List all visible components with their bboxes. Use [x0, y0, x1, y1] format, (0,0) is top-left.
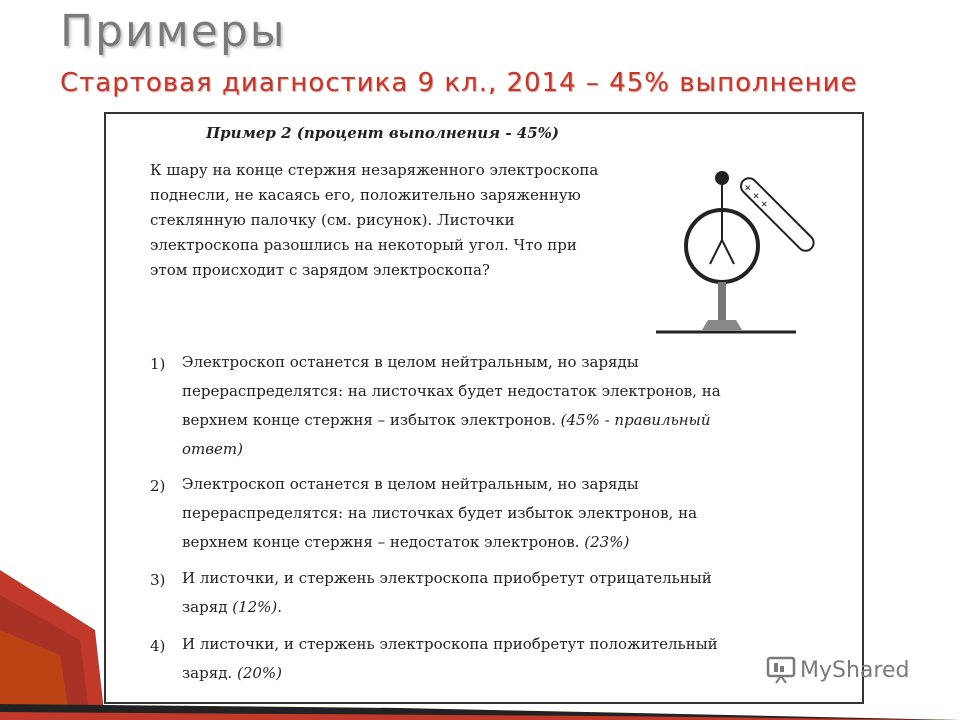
- answer-text: И листочки, и стержень электроскопа приобретут отрицательный заряд (12%).: [182, 569, 712, 616]
- slide-title: Примеры: [60, 6, 287, 57]
- electroscope: [656, 171, 796, 332]
- answer-text: И листочки, и стержень электроскопа приобретут положительный заряд. (20%): [182, 635, 718, 682]
- presentation-icon: [766, 656, 796, 684]
- answer-number: 1): [150, 355, 166, 373]
- slide-subtitle: Стартовая диагностика 9 кл., 2014 – 45% выполнение: [60, 68, 858, 98]
- answer-percent: (23%): [584, 533, 630, 551]
- answer-number: 2): [150, 477, 166, 495]
- answer-number: 3): [150, 571, 166, 589]
- answer-percent: (12%).: [232, 598, 283, 616]
- watermark-logo: [766, 656, 909, 684]
- answer-percent: (45% - правильный ответ): [182, 411, 711, 458]
- answer-number: 4): [150, 637, 166, 655]
- charged-glass-rod: [738, 175, 817, 254]
- answer-text: Электроскоп останется в целом нейтральным, но заряды перераспределятся: на листочках будет избыток электронов, на верхнем конце стержня – недостаток электронов. (23%): [182, 475, 698, 551]
- question-text: К шару на конце стержня незаряженного электроскопа поднесли, не касаясь его, положительно заряженную стеклянную палочку (см. рисунок). Листочки электроскопа разошлись на некоторый угол. Что при этом происходит с зарядом электроскопа?: [150, 161, 599, 279]
- answer-text: Электроскоп останется в целом нейтральным, но заряды перераспределятся: на листочках будет недостаток электронов, на верхнем конце стержня – избыток электронов. (45% - правильный ответ): [182, 353, 721, 458]
- example-title: Пример 2 (процент выполнения - 45%): [206, 124, 560, 142]
- electroscope-figure: [656, 154, 856, 344]
- example-card: [104, 112, 864, 704]
- rod-charge-label: + + +: [740, 181, 771, 212]
- answer-percent: (20%): [236, 664, 283, 682]
- watermark-text: MyShared: [800, 657, 910, 683]
